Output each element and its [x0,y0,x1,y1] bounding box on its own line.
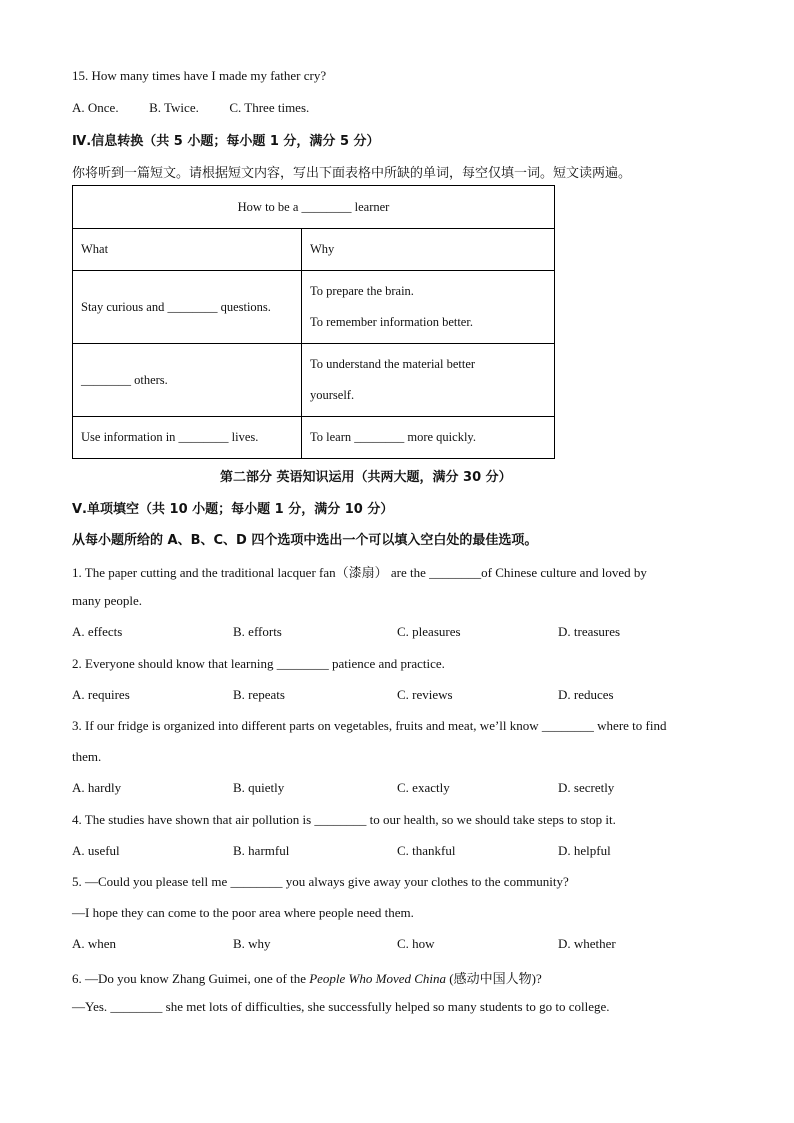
why-line: To prepare the brain. [310,284,414,298]
q6-line2: —Yes. ________ she met lots of difficulties, she successfully helped so many students to go to college. [72,999,610,1014]
q4-option-b: B. harmful [233,843,290,858]
q5-option-c: C. how [397,936,435,951]
q3-line2: them. [72,749,102,764]
q6-title-italic: People Who Moved China [309,971,447,986]
q2-option-b: B. repeats [233,687,285,702]
q3-option-b: B. quietly [233,780,285,795]
q15-option-a: A. Once. [72,100,119,115]
q5-option-d: D. whether [558,936,616,951]
why-line: To remember information better. [310,315,473,329]
q5-line1: 5. —Could you please tell me ________ you always give away your clothes to the community? [72,874,569,889]
q15-option-c: C. Three times. [229,100,310,115]
q3-line1: 3. If our fridge is organized into different parts on vegetables, fruits and meat, we’ll know ________ where to find [72,718,667,733]
table-cell-why: To learn ________ more quickly. [302,417,555,459]
q5-line2: —I hope they can come to the poor area where people need them. [72,905,414,920]
section4-instruction: 你将听到一篇短文。请根据短文内容，写出下面表格中所缺的单词，每空仅填一词。短文读两遍。 [72,166,632,181]
q4-line1: 4. The studies have shown that air pollution is ________ to our health, so we should take steps to stop it. [72,812,616,827]
table-cell-what: Stay curious and ________ questions. [73,271,302,344]
q5-option-a: A. when [72,936,117,951]
q15-options [72,100,309,116]
q2-option-d: D. reduces [558,687,614,702]
q4-option-d: D. helpful [558,843,611,858]
q15-question: 15. How many times have I made my father cry? [72,68,327,83]
info-table [72,185,555,459]
q6-line1-pre: 6. —Do you know Zhang Guimei, one of the [72,971,310,986]
section5-instruction: 从每小题所给的 A、B、C、D 四个选项中选出一个可以填入空白处的最佳选项。 [72,533,538,548]
q4-option-a: A. useful [72,843,120,858]
section4-heading: Ⅳ.信息转换（共 5 小题；每小题 1 分，满分 5 分） [72,134,380,149]
table-title: How to be a ________ learner [73,186,555,229]
q1-line1: 1. The paper cutting and the traditional lacquer fan（漆扇） are the ________of Chinese culture and loved by [72,565,647,580]
why-line: yourself. [310,388,355,402]
table-cell-why [302,344,555,417]
table-cell-why [302,271,555,344]
part2-heading: 第二部分 英语知识运用（共两大题，满分 30 分） [220,470,512,485]
q2-line1: 2. Everyone should know that learning ________ patience and practice. [72,656,445,671]
q3-option-d: D. secretly [558,780,615,795]
q5-option-b: B. why [233,936,271,951]
q1-option-d: D. treasures [558,624,621,639]
table-row [73,271,555,344]
q15-option-b: B. Twice. [149,100,199,115]
q6-line1 [72,968,542,987]
q1-option-c: C. pleasures [397,624,461,639]
q3-option-a: A. hardly [72,780,122,795]
table-cell-what: ________ others. [73,344,302,417]
q1-option-a: A. effects [72,624,123,639]
table-row [73,417,555,459]
table-header-why: Why [302,229,555,271]
section5-heading: Ⅴ.单项填空（共 10 小题；每小题 1 分，满分 10 分） [72,502,394,517]
q1-option-b: B. efforts [233,624,282,639]
q1-line2: many people. [72,593,143,608]
q2-option-a: A. requires [72,687,130,702]
q6-line1-post: (感动中国人物)? [446,971,542,986]
q3-option-c: C. exactly [397,780,450,795]
table-header-what: What [73,229,302,271]
table-row [73,344,555,417]
why-line: To understand the material better [310,357,476,371]
q2-option-c: C. reviews [397,687,453,702]
table-cell-what: Use information in ________ lives. [73,417,302,459]
q4-option-c: C. thankful [397,843,456,858]
